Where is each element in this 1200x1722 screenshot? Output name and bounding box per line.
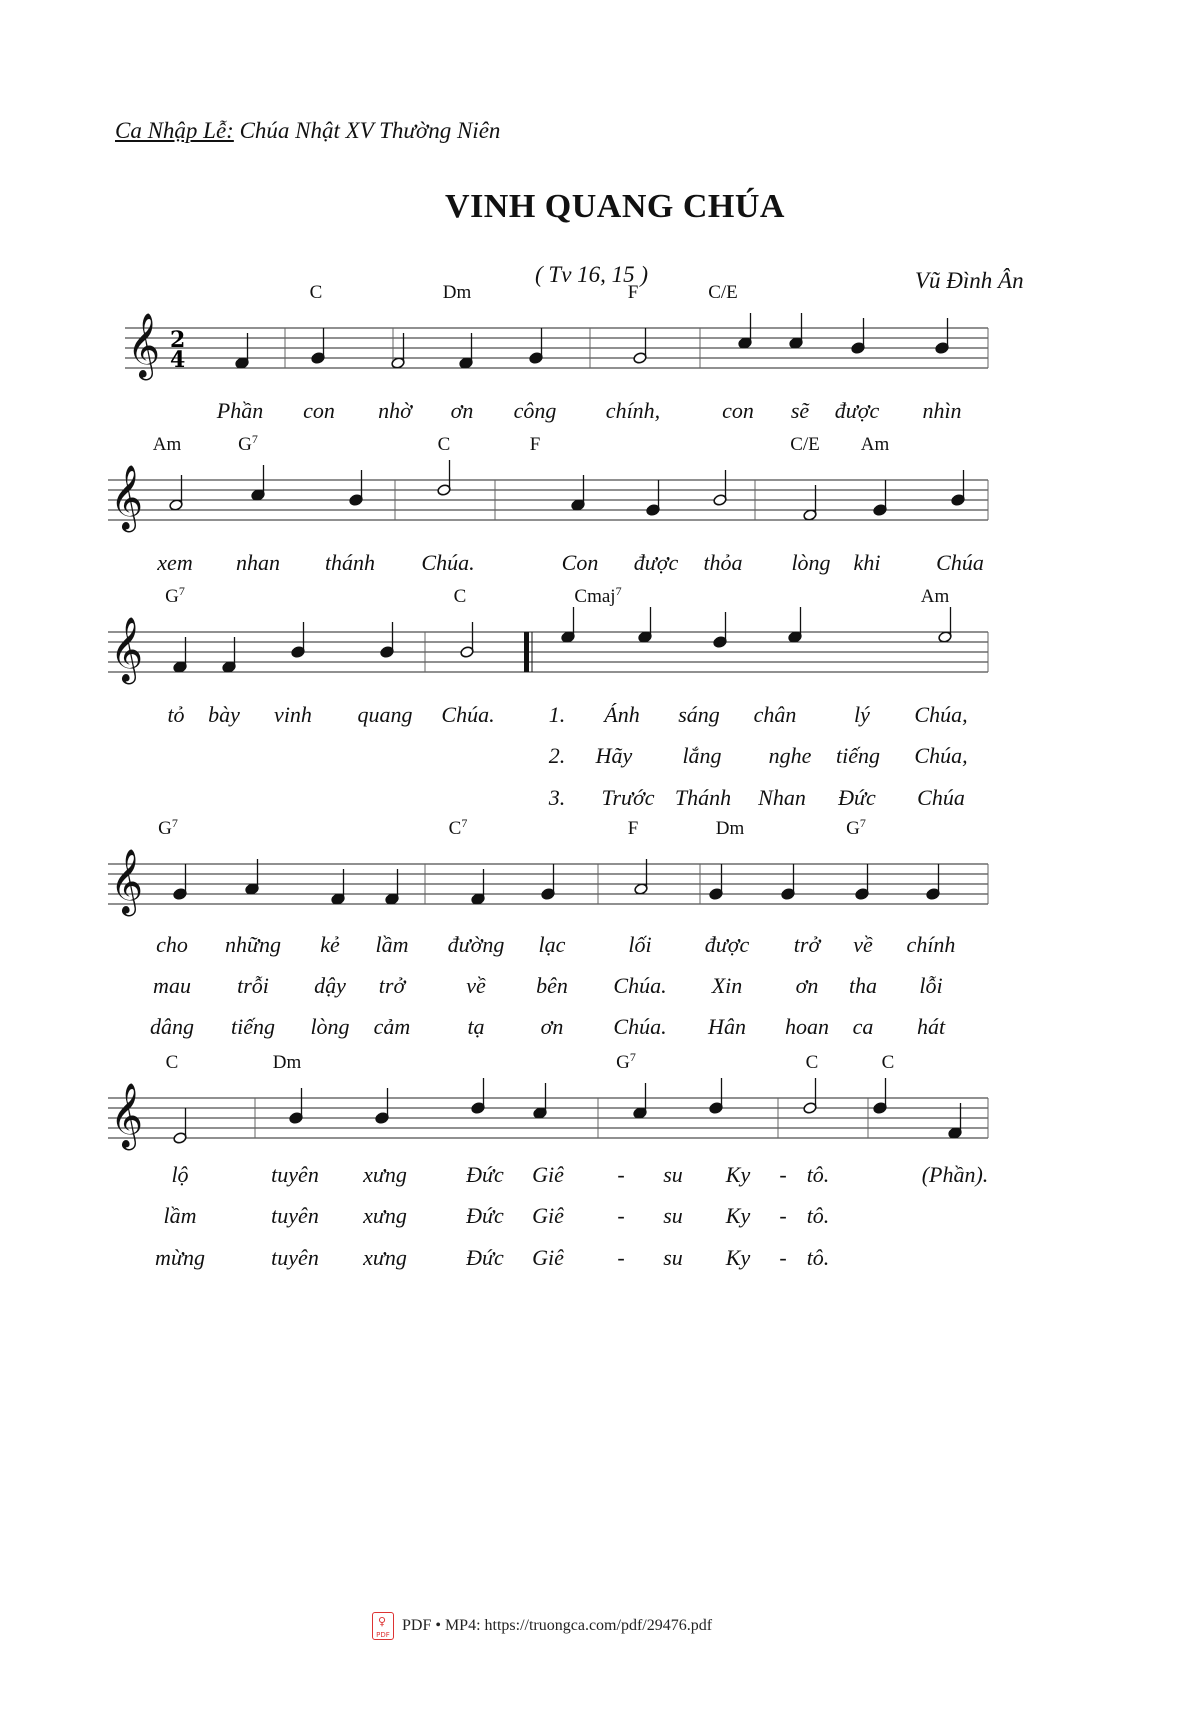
lyric-syllable: xưng: [363, 1162, 407, 1187]
chord-symbol: Cmaj$^7$: [574, 584, 622, 607]
lyric-syllable: Ky: [725, 1203, 751, 1228]
chord-symbol: C: [437, 434, 451, 455]
lyric-syllable: xưng: [363, 1245, 407, 1270]
lyric-syllable: Chúa: [917, 785, 965, 810]
lyric-syllable: được: [834, 398, 880, 423]
lyric-syllable: -: [779, 1203, 787, 1228]
lyric-syllable: cảm: [373, 1014, 411, 1039]
lyric-syllable: ơn: [795, 973, 819, 998]
treble-clef-icon: 𝄞: [110, 849, 144, 914]
lyric-syllable: nhìn: [922, 398, 962, 423]
lyric-syllable: lòng: [791, 550, 831, 575]
lyric-syllable: Giê: [532, 1162, 564, 1187]
lyric-syllable: Chúa: [936, 550, 984, 575]
chord-symbol: C: [881, 1052, 895, 1073]
lyric-syllable: -: [617, 1203, 625, 1228]
lyric-syllable: sẽ: [790, 398, 810, 423]
lyric-line: [0, 973, 1200, 1003]
lyric-syllable: xưng: [363, 1203, 407, 1228]
chord-symbol: F: [529, 434, 541, 455]
lyric-syllable: su: [663, 1162, 683, 1187]
lyric-syllable: con: [722, 398, 754, 423]
lyric-syllable: Ánh: [604, 702, 640, 727]
chord-extension: 7: [178, 584, 185, 598]
lyric-syllable: -: [617, 1245, 625, 1270]
lyric-syllable: Xin: [711, 973, 743, 998]
lyric-syllable: chính,: [605, 398, 661, 423]
time-signature-bottom: 4: [170, 347, 186, 373]
lyric-syllable: dâng: [150, 1014, 194, 1039]
chord-symbol: F: [627, 282, 639, 303]
lyric-syllable: tô.: [806, 1162, 830, 1187]
chord-extension: 7: [251, 432, 258, 446]
pdf-icon: [372, 1612, 394, 1640]
chord-symbol: Dm: [715, 818, 745, 839]
chord-symbol: C/E: [708, 282, 738, 303]
chord-symbol: $G^7$: [158, 816, 178, 839]
chord-symbol: $C^7$: [448, 816, 468, 839]
chord-extension: 7: [629, 1050, 636, 1064]
lyric-syllable: lòng: [310, 1014, 350, 1039]
song-title: VINH QUANG CHÚA: [445, 188, 785, 225]
chord-extension: 7: [171, 816, 178, 830]
lyric-syllable: tuyên: [271, 1203, 319, 1228]
chord-extension: 7: [859, 816, 866, 830]
chord-symbol: C: [805, 1052, 819, 1073]
pdf-icon-label: ♀ PDF: [376, 1631, 390, 1639]
chord-extension: 7: [461, 816, 468, 830]
lyric-syllable: trỗi: [237, 973, 269, 998]
lyric-syllable: khi: [853, 550, 881, 575]
treble-clef-icon: 𝄞: [110, 1083, 144, 1148]
lyric-syllable: Giê: [532, 1245, 564, 1270]
lyric-line: [0, 932, 1200, 962]
chord-symbol: C/E: [790, 434, 820, 455]
lyric-syllable: tô.: [806, 1203, 830, 1228]
lyric-syllable: kẻ: [320, 932, 340, 957]
lyric-syllable: được: [704, 932, 750, 957]
lyric-syllable: tuyên: [271, 1245, 319, 1270]
lyric-syllable: mau: [153, 973, 191, 998]
lyric-syllable: Đức: [466, 1203, 504, 1228]
lyric-syllable: Chúa,: [914, 702, 968, 727]
lyric-syllable: ơn: [450, 398, 474, 423]
lyric-syllable: -: [617, 1162, 625, 1187]
staff-system: [0, 572, 1200, 692]
lyric-syllable: Chúa.: [613, 973, 667, 998]
lyric-syllable: -: [779, 1245, 787, 1270]
lyric-syllable: thánh: [324, 550, 376, 575]
time-signature-top: 2: [170, 327, 186, 353]
lyric-syllable: chân: [753, 702, 797, 727]
lyric-syllable: thỏa: [703, 550, 743, 575]
lyric-syllable: nghe: [768, 743, 812, 768]
header-line: [115, 118, 500, 144]
chord-symbol: $G^7$: [616, 1050, 636, 1073]
chord-symbol: Am: [860, 434, 890, 455]
lyric-syllable: su: [663, 1245, 683, 1270]
chord-symbol: Dm: [272, 1052, 302, 1073]
lyric-syllable: trở: [378, 973, 406, 998]
lyric-syllable: ơn: [540, 1014, 564, 1039]
lyric-syllable: trở: [793, 932, 821, 957]
staff-system: [0, 268, 1200, 388]
lyric-syllable: lối: [628, 932, 652, 957]
lyric-syllable: bên: [536, 973, 568, 998]
lyric-line: [0, 1203, 1200, 1233]
lyric-syllable: Phần: [216, 398, 264, 423]
lyric-syllable: lộ: [171, 1162, 189, 1187]
header-occasion: Chúa Nhật XV Thường Niên: [239, 118, 501, 143]
treble-clef-icon: 𝄞: [110, 465, 144, 530]
lyric-syllable: Đức: [466, 1245, 504, 1270]
chord-symbol: C: [165, 1052, 179, 1073]
chord-symbol: Am: [920, 586, 950, 607]
lyric-syllable: con: [303, 398, 335, 423]
lyric-syllable: 3.: [548, 785, 566, 810]
staff-system: [0, 420, 1200, 540]
lyric-syllable: xem: [157, 550, 193, 575]
chord-symbol: $G^7$: [165, 584, 185, 607]
lyric-syllable: Con: [561, 550, 599, 575]
lyric-syllable: đường: [447, 932, 505, 957]
lyric-syllable: lầm: [375, 932, 409, 957]
treble-clef-icon: 𝄞: [127, 313, 161, 378]
lyric-syllable: vinh: [274, 702, 312, 727]
lyric-line: [0, 1162, 1200, 1192]
footer[interactable]: [372, 1612, 712, 1640]
lyric-syllable: -: [779, 1162, 787, 1187]
lyric-syllable: những: [225, 932, 281, 957]
lyric-syllable: 2.: [548, 743, 566, 768]
lyric-line: [0, 702, 1200, 732]
lyric-syllable: tỏ: [167, 702, 185, 727]
lyric-syllable: quang: [357, 702, 413, 727]
lyric-syllable: Chúa,: [914, 743, 968, 768]
chord-symbol: F: [627, 818, 639, 839]
lyric-syllable: mừng: [155, 1245, 205, 1270]
lyric-syllable: lỗi: [919, 973, 943, 998]
lyric-syllable: Chúa.: [421, 550, 475, 575]
lyric-syllable: Trước: [601, 785, 655, 810]
lyric-syllable: Hãy: [595, 743, 633, 768]
lyric-syllable: (Phần).: [921, 1162, 989, 1187]
chord-symbol: Dm: [442, 282, 472, 303]
chord-symbol: Am: [152, 434, 182, 455]
lyric-syllable: 1.: [548, 702, 566, 727]
lyric-syllable: Chúa.: [613, 1014, 667, 1039]
lyric-line: [0, 1245, 1200, 1275]
lyric-syllable: nhan: [236, 550, 280, 575]
lyric-syllable: công: [513, 398, 557, 423]
staff-system: [0, 1038, 1200, 1158]
footer-link[interactable]: PDF • MP4: https://truongca.com/pdf/29476.pdf: [402, 1617, 713, 1634]
chord-symbol: $G^7$: [238, 432, 258, 455]
lyric-syllable: lý: [854, 702, 870, 727]
lyric-syllable: Giê: [532, 1203, 564, 1228]
lyric-syllable: bày: [208, 702, 240, 727]
lyric-syllable: lầm: [163, 1203, 197, 1228]
chord-extension: 7: [615, 584, 622, 598]
header-label: Ca Nhập Lễ:: [115, 118, 234, 143]
lyric-syllable: sáng: [678, 702, 720, 727]
treble-clef-icon: 𝄞: [110, 617, 144, 682]
lyric-line: [0, 743, 1200, 773]
lyric-syllable: Chúa.: [441, 702, 495, 727]
lyric-syllable: nhờ: [378, 398, 412, 423]
lyric-syllable: chính: [906, 932, 956, 957]
lyric-syllable: tạ: [467, 1014, 485, 1039]
lyric-syllable: được: [633, 550, 679, 575]
lyric-syllable: tiếng: [231, 1014, 275, 1039]
lyric-syllable: Ky: [725, 1162, 751, 1187]
lyric-syllable: Hân: [708, 1014, 746, 1039]
lyric-syllable: tô.: [806, 1245, 830, 1270]
lyric-syllable: Đức: [466, 1162, 504, 1187]
repeat-barline: [524, 632, 529, 672]
lyric-syllable: su: [663, 1203, 683, 1228]
lyric-syllable: ca: [852, 1014, 874, 1039]
chord-symbol: C: [309, 282, 323, 303]
psalm-reference: ( Tv 16, 15 ): [535, 262, 649, 287]
lyric-syllable: lắng: [682, 743, 722, 768]
lyric-syllable: tiếng: [836, 743, 880, 768]
lyric-syllable: tha: [848, 973, 878, 998]
lyric-syllable: hát: [916, 1014, 946, 1039]
lyric-syllable: Nhan: [758, 785, 806, 810]
chord-symbol: C: [453, 586, 467, 607]
staff-system: [0, 804, 1200, 924]
lyric-syllable: Đức: [838, 785, 876, 810]
lyric-syllable: Thánh: [674, 785, 732, 810]
lyric-syllable: về: [466, 973, 486, 998]
lyric-syllable: dậy: [314, 973, 346, 998]
lyric-syllable: tuyên: [271, 1162, 319, 1187]
chord-symbol: $G^7$: [846, 816, 866, 839]
lyric-syllable: hoan: [785, 1014, 829, 1039]
composer: Vũ Đình Ân: [915, 268, 1024, 293]
lyric-syllable: cho: [156, 932, 188, 957]
lyric-syllable: Ky: [725, 1245, 751, 1270]
lyric-syllable: về: [853, 932, 873, 957]
lyric-syllable: lạc: [538, 932, 566, 957]
